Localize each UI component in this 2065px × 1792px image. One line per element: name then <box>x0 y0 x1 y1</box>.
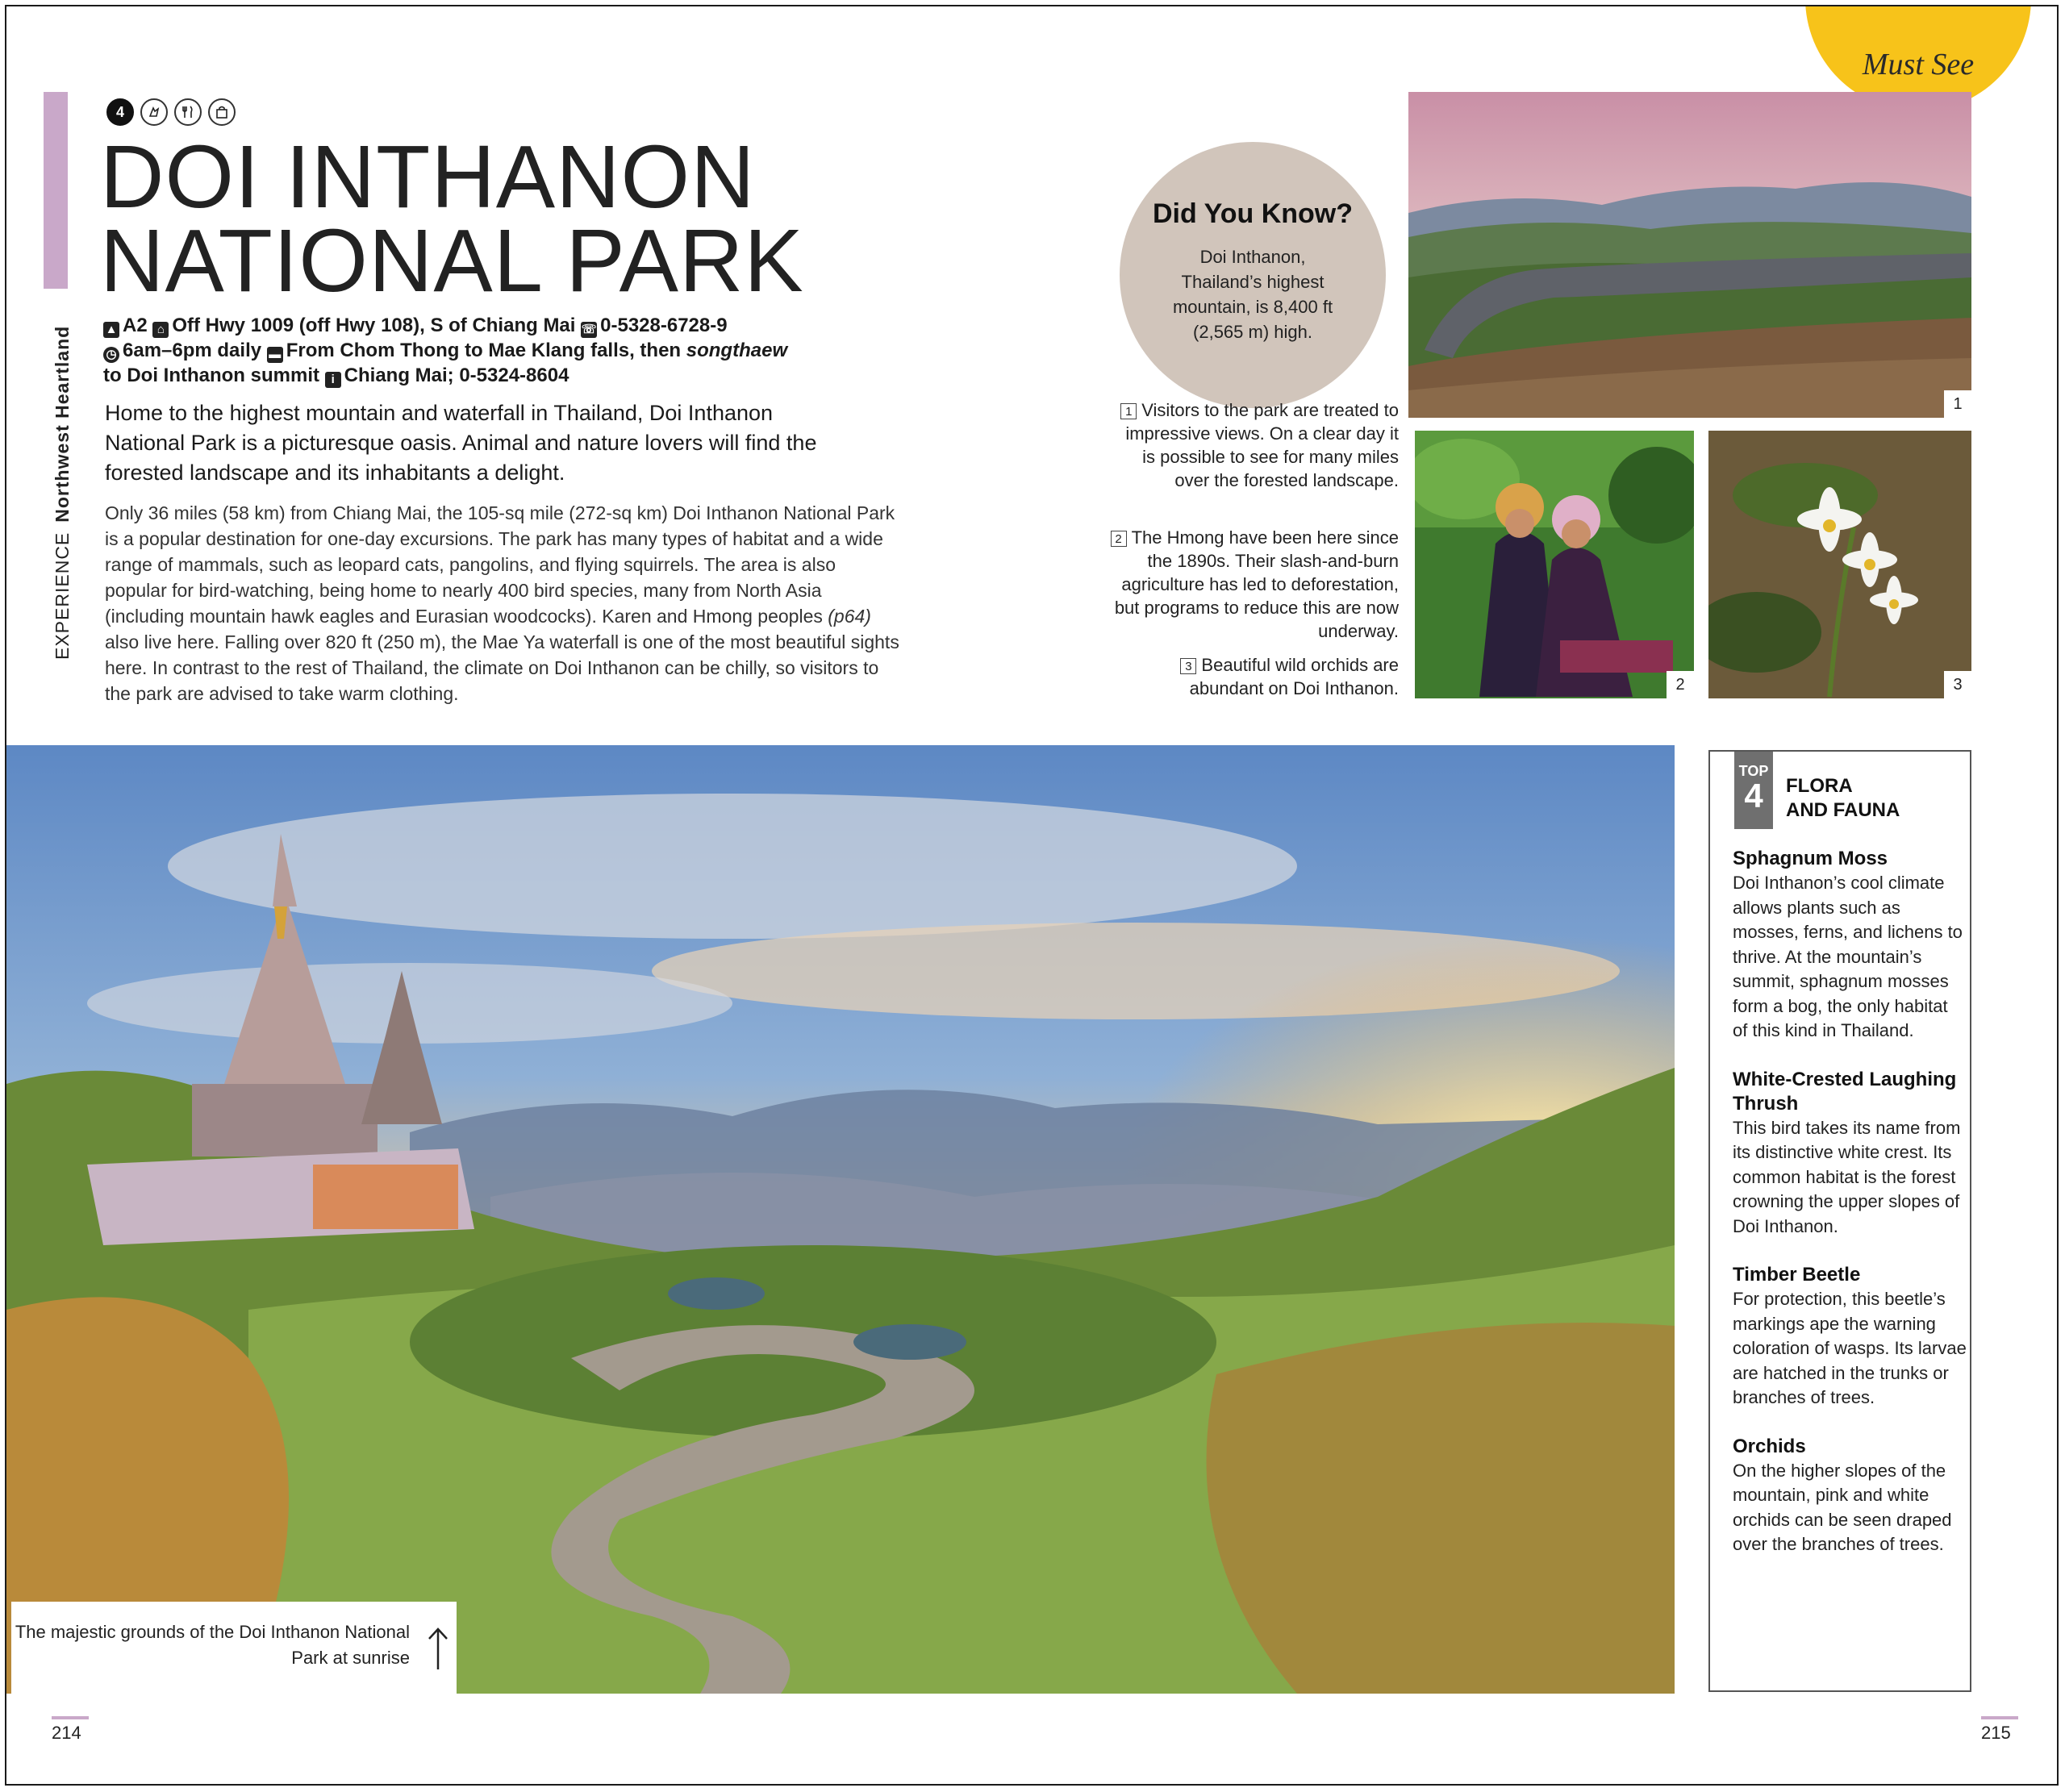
top4-heading: FLORA AND FAUNA <box>1786 775 1900 821</box>
opening-hours: 6am–6pm daily <box>123 340 262 361</box>
must-see-label: Must See <box>1862 48 1975 81</box>
practical-info <box>103 313 829 388</box>
page-number-left: 214 <box>52 1723 81 1743</box>
top4-item-text: This bird takes its name from its distinctive white crest. Its common habitat is the forest crowning the upper slopes of Doi Inthanon. <box>1733 1117 1961 1236</box>
address: Off Hwy 1009 (off Hwy 108), S of Chiang Mai <box>172 315 576 336</box>
map-icon: ▲ <box>103 322 119 338</box>
photo-number-3: 3 <box>1944 671 1971 698</box>
body-text-2: also live here. Falling over 820 ft (250 m), the Mae Ya waterfall is one of the most beautiful sights here. In contrast to the rest of Thailand, the climate on Doi Inthanon can be chilly, so visitors to the park are advised to take warm clothing. <box>105 631 899 704</box>
phone: 0-5328-6728-9 <box>600 315 728 336</box>
did-you-know-text: Doi Inthanon, Thailand’s highest mountain, is 8,400 ft (2,565 m) high. <box>1172 247 1333 342</box>
top4-item <box>1733 1068 1967 1240</box>
region-label: Northwest Heartland <box>52 325 73 523</box>
photo-caption-3 <box>1108 653 1399 700</box>
top4-item <box>1733 1263 1967 1411</box>
did-you-know-heading: Did You Know? <box>1152 198 1354 229</box>
caption-text-3: Beautiful wild orchids are abundant on Doi Inthanon. <box>1189 655 1399 698</box>
entry-icons <box>106 98 236 126</box>
photo-caption-1 <box>1108 398 1399 492</box>
section-label: EXPERIENCE <box>52 531 73 660</box>
top4-item-text: On the higher slopes of the mountain, pink and white orchids can be seen draped over the branches of trees. <box>1733 1460 1952 1554</box>
main-caption-text: The majestic grounds of the Doi Inthanon National Park at sunrise <box>15 1622 410 1668</box>
caption-number-3: 3 <box>1180 658 1196 674</box>
arrow-up-icon <box>426 1626 450 1671</box>
did-you-know-circle <box>1120 142 1386 408</box>
transport-italic: songthaew <box>686 340 788 361</box>
top4-item <box>1733 847 1967 1044</box>
top4-item <box>1733 1435 1967 1557</box>
top4-item-text: Doi Inthanon’s cool climate allows plants such as mosses, ferns, and lichens to thrive. At the mountain’s summit, sphagnum mosses form a bog, the only habitat of this kind in Thailand. <box>1733 873 1963 1040</box>
restaurant-icon <box>174 98 202 126</box>
top4-badge-label: TOP <box>1738 763 1769 779</box>
transport-text: From Chom Thong to Mae Klang falls, then <box>286 340 682 361</box>
page-title <box>100 127 804 310</box>
top4-item-title: Orchids <box>1733 1435 1806 1457</box>
caption-text-1: Visitors to the park are treated to impressive views. On a clear day it is possible to see for many miles over the forested landscape. <box>1125 400 1399 490</box>
top4-flora-fauna-box <box>1708 750 1971 1692</box>
phone-icon: ☏ <box>581 323 597 336</box>
photo-orchid <box>1708 431 1971 698</box>
info-icon: i <box>325 372 341 388</box>
photo-caption-2 <box>1108 526 1399 643</box>
top4-item-text: For protection, this beetle’s markings ape the warning coloration of wasps. Its larvae are hatched in the trunks or branches of trees. <box>1733 1289 1967 1407</box>
photo-main-pagodas-sunrise <box>6 745 1675 1694</box>
page-reference: (p64) <box>828 606 871 627</box>
body-paragraph <box>105 500 902 706</box>
tourist-info: Chiang Mai; 0-5324-8604 <box>344 365 569 386</box>
page-spread <box>5 5 2059 1786</box>
section-color-tab <box>44 92 68 289</box>
clock-icon: ◷ <box>103 347 119 363</box>
top4-list <box>1733 847 1967 1582</box>
top4-item-title: Sphagnum Moss <box>1733 848 1888 869</box>
bus-icon: ▬ <box>267 347 283 363</box>
intro-paragraph: Home to the highest mountain and waterfall in Thailand, Doi Inthanon National Park is a picturesque oasis. Animal and nature lovers will find the forested landscape and its inhabitants a delight. <box>105 401 817 485</box>
transport-text-2: to Doi Inthanon summit <box>103 365 319 386</box>
caption-text-2: The Hmong have been here since the 1890s. Their slash-and-burn agriculture has led to deforestation, but programs to reduce this are now underway. <box>1114 527 1399 641</box>
shopping-bag-icon <box>208 98 236 126</box>
top4-item-title: Timber Beetle <box>1733 1264 1861 1286</box>
map-ref: A2 <box>123 315 148 336</box>
section-running-head <box>52 289 73 660</box>
body-text-1: Only 36 miles (58 km) from Chiang Mai, the 105-sq mile (272-sq km) Doi Inthanon National Park is a popular destination for one-day excursions. The park has many types of habitat and a wide range of mammals, such as leopard cats, pangolins, and flying squirrels. The area is also popular for bird-watching, being home to nearly 400 bird species, many from North Asia (including mountain hawk eagles and Eurasian woodcocks). Karen and Hmong peoples <box>105 502 895 627</box>
photo-number-2: 2 <box>1667 671 1694 698</box>
title-line-1: DOI INTHANON <box>100 127 756 227</box>
photo-hmong-women <box>1415 431 1694 698</box>
caption-number-1: 1 <box>1120 403 1137 419</box>
entry-number: 4 <box>106 98 134 126</box>
top4-badge-number: 4 <box>1744 777 1763 815</box>
photo-number-1: 1 <box>1944 390 1971 418</box>
photo-mountain-road <box>1408 92 1971 418</box>
caption-number-2: 2 <box>1111 531 1127 547</box>
address-icon: ⌂ <box>152 322 169 338</box>
top4-badge <box>1734 752 1773 829</box>
page-number-right: 215 <box>1981 1723 2011 1743</box>
top4-item-title: White-Crested Laughing Thrush <box>1733 1068 1957 1115</box>
main-photo-caption <box>11 1602 457 1694</box>
title-line-2: NATIONAL PARK <box>100 211 804 310</box>
hands-icon <box>140 98 168 126</box>
